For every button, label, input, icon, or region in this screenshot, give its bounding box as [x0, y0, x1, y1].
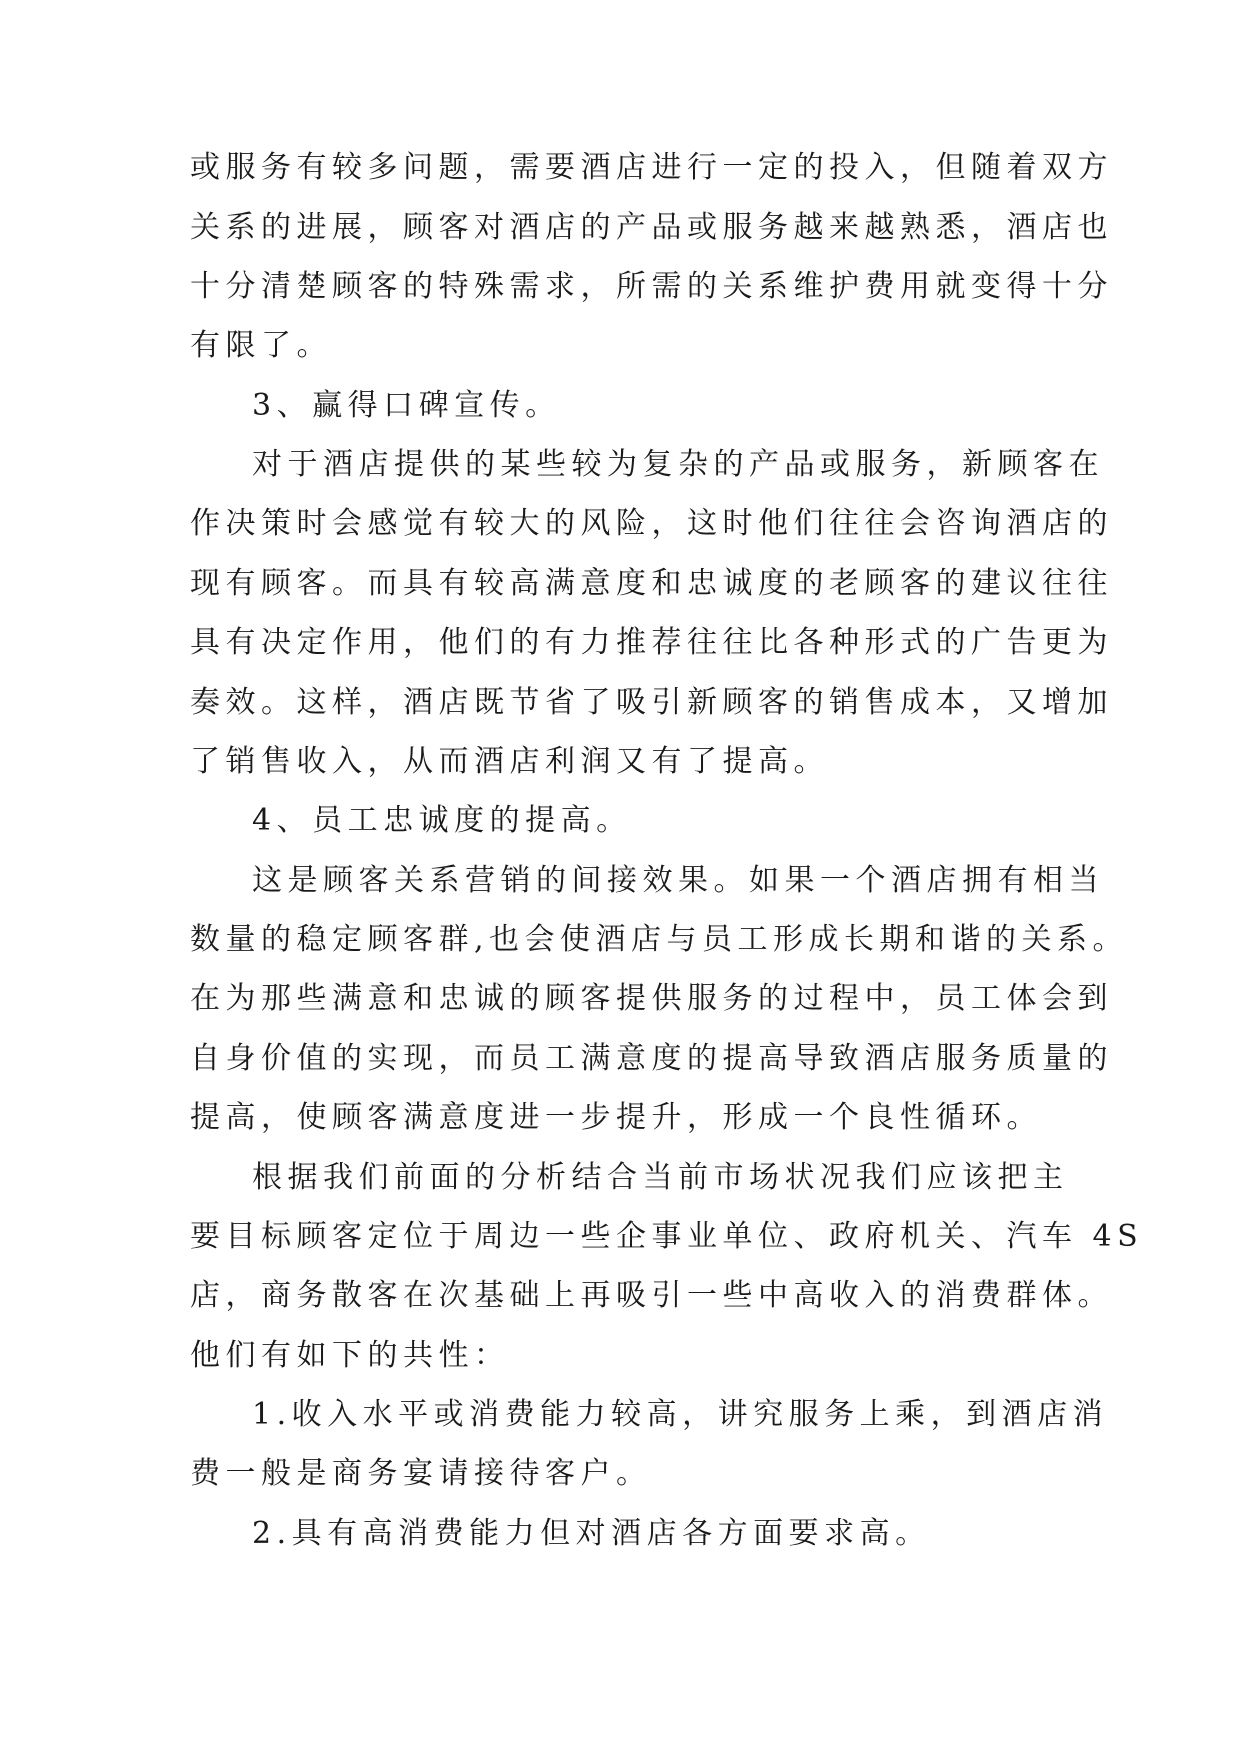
paragraph-line: 根据我们前面的分析结合当前市场状况我们应该把主	[252, 1160, 1069, 1195]
list-item: 2.具有高消费能力但对酒店各方面要求高。	[252, 1516, 931, 1551]
paragraph-line: 具有决定作用，他们的有力推荐往往比各种形式的广告更为	[190, 625, 1113, 660]
paragraph-line: 提高，使顾客满意度进一步提升，形成一个良性循环。	[190, 1100, 1042, 1135]
paragraph-line: 店，商务散客在次基础上再吸引一些中高收入的消费群体。	[190, 1278, 1113, 1313]
section-heading: 4、员工忠诚度的提高。	[252, 803, 632, 838]
paragraph-line: 要目标顾客定位于周边一些企事业单位、政府机关、汽车 4S	[190, 1219, 1144, 1254]
paragraph-line: 奏效。这样，酒店既节省了吸引新顾客的销售成本，又增加	[190, 685, 1113, 720]
paragraph-line: 有限了。	[190, 328, 332, 363]
paragraph-line: 自身价值的实现，而员工满意度的提高导致酒店服务质量的	[190, 1041, 1113, 1076]
paragraph-line: 这是顾客关系营销的间接效果。如果一个酒店拥有相当	[252, 863, 1104, 898]
paragraph-line: 对于酒店提供的某些较为复杂的产品或服务，新顾客在	[252, 447, 1104, 482]
section-heading: 3、赢得口碑宣传。	[252, 388, 561, 423]
paragraph-line: 数量的稳定顾客群,也会使酒店与员工形成长期和谐的关系。	[190, 922, 1129, 957]
list-item-continuation: 费一般是商务宴请接待客户。	[190, 1456, 652, 1491]
list-item: 1.收入水平或消费能力较高，讲究服务上乘，到酒店消	[252, 1397, 1109, 1432]
paragraph-line: 作决策时会感觉有较大的风险，这时他们往往会咨询酒店的	[190, 506, 1113, 541]
paragraph-line: 关系的进展，顾客对酒店的产品或服务越来越熟悉，酒店也	[190, 210, 1113, 245]
paragraph-line: 他们有如下的共性：	[190, 1338, 510, 1373]
paragraph-line: 十分清楚顾客的特殊需求，所需的关系维护费用就变得十分	[190, 269, 1113, 304]
paragraph-line: 现有顾客。而具有较高满意度和忠诚度的老顾客的建议往往	[190, 566, 1113, 601]
paragraph-line: 在为那些满意和忠诚的顾客提供服务的过程中，员工体会到	[190, 981, 1113, 1016]
paragraph-line: 了销售收入，从而酒店利润又有了提高。	[190, 744, 829, 779]
paragraph-line: 或服务有较多问题，需要酒店进行一定的投入，但随着双方	[190, 150, 1113, 185]
